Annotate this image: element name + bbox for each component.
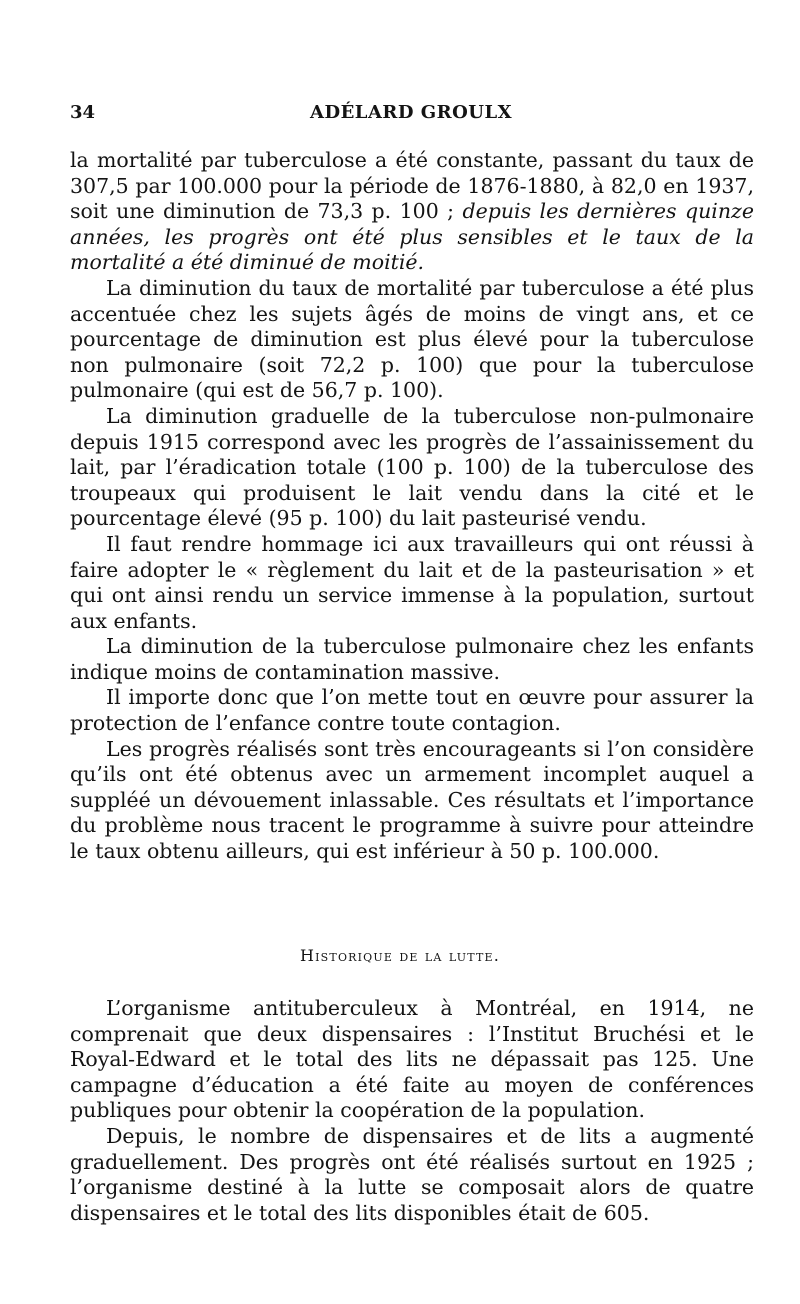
paragraph: Il importe donc que l’on mette tout en œuvre pour assurer la protection de l’enfance contre toute contagion. (70, 685, 754, 736)
running-title: ADÉLARD GROULX (310, 102, 513, 123)
section-heading: Historique de la lutte. (299, 946, 501, 965)
italic-text: depuis les dernières quinze années, les progrès ont été plus sensibles et le taux de la mortalité a été diminué de moitié. (70, 199, 754, 275)
page-header (70, 102, 754, 132)
paragraph: La diminution de la tuberculose pulmonaire chez les enfants indique moins de contamination massive. (70, 634, 754, 684)
paragraph: L’organisme antituberculeux à Montréal, en 1914, ne comprenait que deux dispensaires : l’Institut Bruchési et le Royal-Edward et le total des lits ne dépassait pas 125. Une campagne d’éducation a été faite au moyen de conférences publiques pour obtenir la coopération de la population. (70, 996, 754, 1123)
paragraph: Depuis, le nombre de dispensaires et de lits a augmenté graduellement. Des progrès ont été réalisés surtout en 1925 ; l’organisme destiné à la lutte se composait alors de quatre dispensaires et le total des lits disponibles était de 605. (70, 1123, 754, 1225)
page-number: 34 (70, 102, 96, 123)
paragraph (70, 148, 754, 276)
paragraph: Les progrès réalisés sont très encourageants si l’on considère qu’ils ont été obtenus avec un armement incomplet auquel a suppléé un dévouement inlassable. Ces résultats et l’importance du problème nous tracent le programme à suivre pour atteindre le taux obtenu ailleurs, qui est inférieur à 50 p. 100.000. (70, 736, 754, 864)
paragraph: Il faut rendre hommage ici aux travailleurs qui ont réussi à faire adopter le « règlement du lait et de la pasteurisation » et qui ont ainsi rendu un service immense à la population, surtout aux enfants. (70, 531, 754, 633)
section-body-mortality (70, 148, 754, 865)
paragraph: La diminution du taux de mortalité par tuberculose a été plus accentuée chez les sujets âgés de moins de vingt ans, et ce pourcentage de diminution est plus élevé pour la tuberculose non pulmonaire (soit 72,2 p. 100) que pour la tuberculose pulmonaire (qui est de 56,7 p. 100). (70, 275, 754, 403)
paragraph-text: la mortalité par tuberculose a été constante, passant du taux de 307,5 par 100.000 pour la période de 1876-1880, à 82,0 en 1937, soit une diminution de 73,3 p. 100 ; (70, 148, 754, 224)
section-body-history (70, 996, 754, 1226)
paragraph: La diminution graduelle de la tuberculose non-pulmonaire depuis 1915 correspond avec les progrès de l’assainissement du lait, par l’éradication totale (100 p. 100) de la tuberculose des troupeaux qui produisent le lait vendu dans la cité et le pourcentage élevé (95 p. 100) du lait pasteurisé vendu. (70, 403, 754, 531)
